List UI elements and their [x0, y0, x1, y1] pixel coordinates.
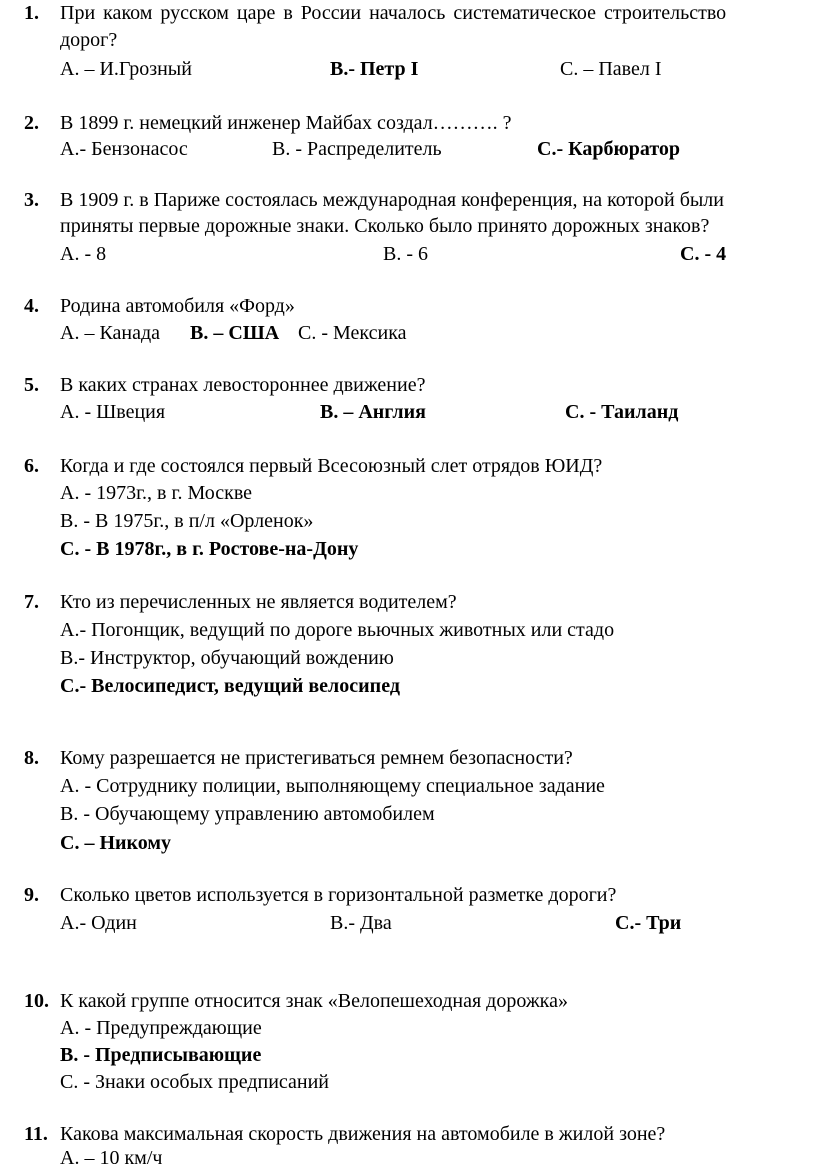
option-c: С. - Знаки особых предписаний	[60, 1071, 330, 1093]
option-b: В. - Предписывающие	[60, 1044, 262, 1066]
question-text: приняты первые дорожные знаки. Сколько было принято дорожных знаков?	[60, 215, 710, 237]
option-c: С. - В 1978г., в г. Ростове-на-Дону	[60, 538, 359, 560]
option-b: В. – США	[190, 322, 280, 344]
option-a: А.- Погонщик, ведущий по дороге вьючных животных или стадо	[60, 619, 615, 641]
option-c: С. – Павел I	[560, 58, 662, 80]
question-number: 10.	[24, 990, 49, 1012]
option-a: А.- Бензонасос	[60, 138, 188, 160]
question-number: 2.	[24, 112, 39, 134]
question-number: 9.	[24, 884, 39, 906]
option-a: А. - Предупреждающие	[60, 1017, 262, 1039]
question-number: 8.	[24, 747, 39, 769]
question-text: Кому разрешается не пристегиваться ремнем безопасности?	[60, 747, 573, 769]
option-c: С.- Карбюратор	[537, 138, 681, 160]
question-number: 11.	[24, 1123, 48, 1145]
option-a: А. – Канада	[60, 322, 161, 344]
option-b: В. – Англия	[320, 401, 426, 423]
question-text: Родина автомобиля «Форд»	[60, 295, 295, 317]
question-number: 6.	[24, 455, 39, 477]
option-b: В.- Два	[330, 912, 392, 934]
option-c: С. - Мексика	[298, 322, 407, 344]
question-text: При каком русском царе в России началось систематическое строительство	[60, 2, 727, 24]
option-b: В. - Распределитель	[272, 138, 442, 160]
option-c: С. - Таиланд	[565, 401, 679, 423]
question-text: Сколько цветов используется в горизонтальной разметке дороги?	[60, 884, 617, 906]
option-a: А. - 8	[60, 243, 107, 265]
question-number: 5.	[24, 374, 39, 396]
question-text: Какова максимальная скорость движения на автомобиле в жилой зоне?	[60, 1123, 666, 1145]
option-a: А. – 10 км/ч	[60, 1147, 163, 1169]
question-number: 1.	[24, 2, 39, 24]
option-a: А. - Швеция	[60, 401, 166, 423]
option-c: С. – Никому	[60, 832, 172, 854]
option-a: А. – И.Грозный	[60, 58, 192, 80]
option-a: А. - 1973г., в г. Москве	[60, 482, 253, 504]
question-number: 3.	[24, 189, 39, 211]
option-a: А. - Сотруднику полиции, выполняющему специальное задание	[60, 775, 605, 797]
option-c: С.- Велосипедист, ведущий велосипед	[60, 675, 400, 697]
question-text: В 1909 г. в Париже состоялась международная конференция, на которой были	[60, 189, 724, 211]
option-b: В.- Инструктор, обучающий вождению	[60, 647, 394, 669]
question-number: 7.	[24, 591, 39, 613]
option-b: В. - Обучающему управлению автомобилем	[60, 803, 435, 825]
question-text: Когда и где состоялся первый Всесоюзный слет отрядов ЮИД?	[60, 455, 603, 477]
option-c: С.- Три	[615, 912, 682, 934]
option-b: В. - В 1975г., в п/л «Орленок»	[60, 510, 314, 532]
question-number: 4.	[24, 295, 39, 317]
option-b: В.- Петр I	[330, 58, 419, 80]
option-c: С. - 4	[680, 243, 727, 265]
question-text: В 1899 г. немецкий инженер Майбах создал………. ?	[60, 112, 512, 134]
question-text: Кто из перечисленных не является водителем?	[60, 591, 457, 613]
question-text: дорог?	[60, 29, 118, 51]
option-b: В. - 6	[383, 243, 428, 265]
question-text: В каких странах левостороннее движение?	[60, 374, 426, 396]
option-a: А.- Один	[60, 912, 137, 934]
question-text: К какой группе относится знак «Велопешеходная дорожка»	[60, 990, 568, 1012]
